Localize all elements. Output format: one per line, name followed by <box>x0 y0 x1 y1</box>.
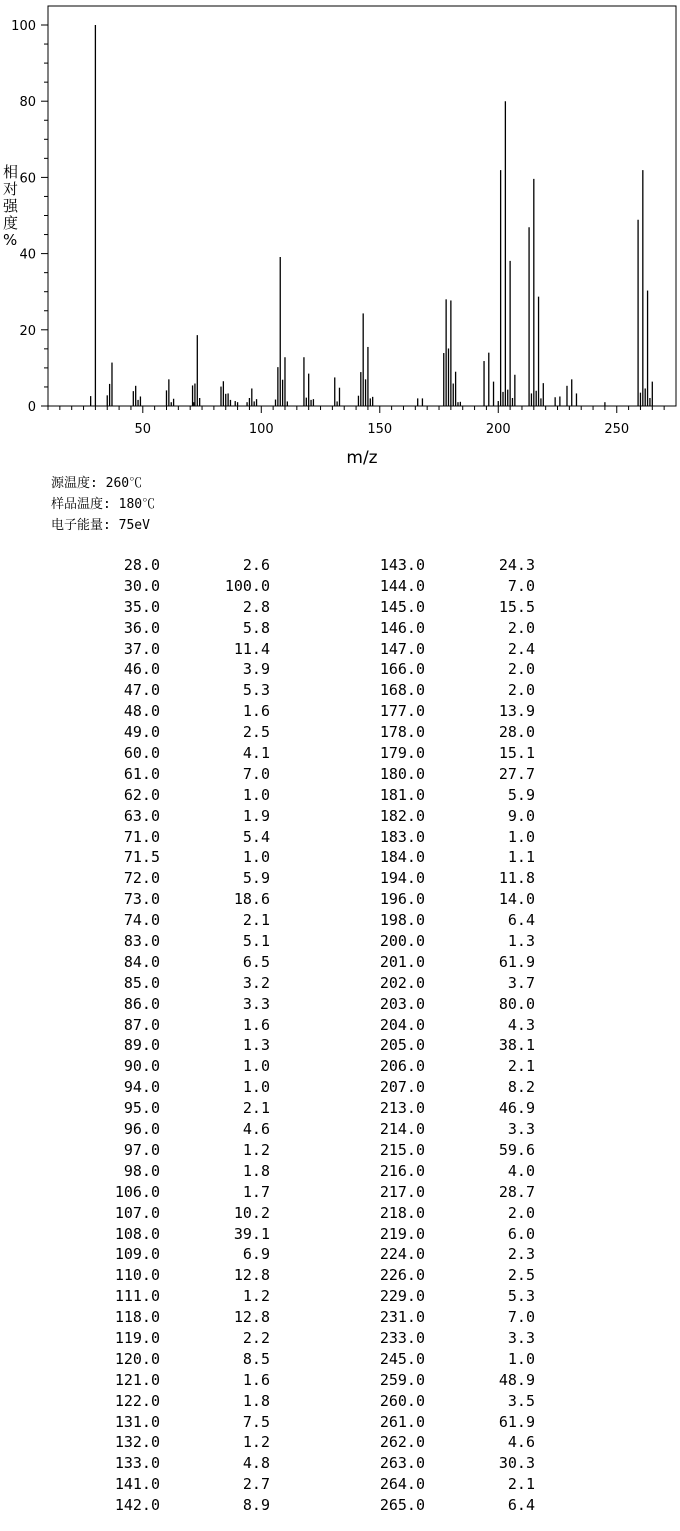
intensity-value: 2.2 <box>242 1328 270 1347</box>
mz-value: 262.0 <box>379 1433 425 1452</box>
intensity-value: 12.8 <box>233 1308 270 1327</box>
mz-value: 215.0 <box>379 1140 425 1159</box>
mz-value: 245.0 <box>379 1349 425 1368</box>
intensity-value: 4.0 <box>507 1161 535 1180</box>
mz-value: 111.0 <box>114 1287 160 1306</box>
x-tick-label: 150 <box>367 422 393 437</box>
intensity-value: 5.4 <box>242 827 270 846</box>
intensity-value: 1.0 <box>242 1057 270 1076</box>
mz-value: 108.0 <box>114 1224 160 1243</box>
plot-frame <box>48 6 676 406</box>
intensity-value: 2.8 <box>242 597 270 616</box>
intensity-value: 7.0 <box>242 764 270 783</box>
intensity-value: 61.9 <box>498 952 535 971</box>
y-label-char: 相 <box>3 163 19 181</box>
mz-value: 224.0 <box>379 1245 425 1264</box>
plot-border <box>48 6 676 406</box>
intensity-value: 3.3 <box>507 1120 535 1139</box>
mz-value: 95.0 <box>123 1099 160 1118</box>
y-axis-label <box>3 163 19 249</box>
mz-value: 200.0 <box>379 932 425 951</box>
y-label-char: 对 <box>3 180 19 198</box>
mz-value: 30.0 <box>123 576 160 595</box>
mz-value: 201.0 <box>379 952 425 971</box>
intensity-value: 3.5 <box>507 1391 535 1410</box>
intensity-value: 1.7 <box>242 1182 270 1201</box>
mz-value: 60.0 <box>123 744 160 763</box>
mz-value: 63.0 <box>123 806 160 825</box>
intensity-value: 1.6 <box>242 1015 270 1034</box>
intensity-value: 1.8 <box>242 1161 270 1180</box>
mz-value: 94.0 <box>123 1078 160 1097</box>
intensity-value: 4.6 <box>242 1120 270 1139</box>
mz-value: 90.0 <box>123 1057 160 1076</box>
intensity-value: 12.8 <box>233 1266 270 1285</box>
intensity-value: 1.0 <box>507 1349 535 1368</box>
mz-value: 36.0 <box>123 618 160 637</box>
mz-value: 96.0 <box>123 1120 160 1139</box>
intensity-value: 39.1 <box>233 1224 270 1243</box>
y-label-char: 强 <box>3 197 19 215</box>
mz-value: 145.0 <box>379 597 425 616</box>
mz-value: 205.0 <box>379 1036 425 1055</box>
mz-value: 131.0 <box>114 1412 160 1431</box>
intensity-value: 13.9 <box>498 702 535 721</box>
intensity-value: 5.3 <box>242 681 270 700</box>
sample-temperature: 样品温度: 180℃ <box>51 497 156 512</box>
intensity-value: 4.1 <box>242 744 270 763</box>
mz-value: 47.0 <box>123 681 160 700</box>
intensity-value: 100.0 <box>224 576 270 595</box>
intensity-value: 46.9 <box>498 1099 535 1118</box>
intensity-value: 1.1 <box>507 848 535 867</box>
intensity-value: 1.0 <box>242 785 270 804</box>
mz-value: 85.0 <box>123 973 160 992</box>
y-tick-label: 100 <box>11 19 36 34</box>
mz-value: 196.0 <box>379 890 425 909</box>
mz-value: 214.0 <box>379 1120 425 1139</box>
intensity-value: 1.6 <box>242 702 270 721</box>
mz-value: 229.0 <box>379 1287 425 1306</box>
intensity-value: 1.3 <box>507 932 535 951</box>
intensity-value: 28.7 <box>498 1182 535 1201</box>
intensity-value: 4.3 <box>507 1015 535 1034</box>
intensity-value: 6.9 <box>242 1245 270 1264</box>
mz-value: 166.0 <box>379 660 425 679</box>
y-label-char: 度 <box>3 214 19 232</box>
mass-spectrum-chart <box>0 0 680 470</box>
intensity-value: 2.1 <box>507 1475 535 1494</box>
intensity-value: 2.0 <box>507 1203 535 1222</box>
mz-value: 132.0 <box>114 1433 160 1452</box>
mz-value: 73.0 <box>123 890 160 909</box>
intensity-value: 7.0 <box>507 576 535 595</box>
intensity-value: 3.3 <box>242 994 270 1013</box>
y-tick-label: 0 <box>27 400 36 415</box>
mz-value: 97.0 <box>123 1140 160 1159</box>
mz-value: 86.0 <box>123 994 160 1013</box>
intensity-value: 1.8 <box>242 1391 270 1410</box>
intensity-value: 1.2 <box>242 1433 270 1452</box>
mz-value: 49.0 <box>123 723 160 742</box>
mz-value: 146.0 <box>379 618 425 637</box>
mz-value: 119.0 <box>114 1328 160 1347</box>
intensity-value: 3.7 <box>507 973 535 992</box>
intensity-value: 1.0 <box>242 1078 270 1097</box>
mz-value: 89.0 <box>123 1036 160 1055</box>
x-tick-label: 200 <box>485 422 511 437</box>
intensity-value: 5.3 <box>507 1287 535 1306</box>
mz-value: 62.0 <box>123 785 160 804</box>
mz-value: 61.0 <box>123 764 160 783</box>
intensity-value: 15.5 <box>498 597 535 616</box>
mz-value: 206.0 <box>379 1057 425 1076</box>
mz-value: 121.0 <box>114 1370 160 1389</box>
intensity-value: 18.6 <box>233 890 270 909</box>
mz-value: 72.0 <box>123 869 160 888</box>
intensity-value: 3.9 <box>242 660 270 679</box>
mz-value: 142.0 <box>114 1496 160 1515</box>
mz-value: 147.0 <box>379 639 425 658</box>
mz-value: 106.0 <box>114 1182 160 1201</box>
mz-value: 182.0 <box>379 806 425 825</box>
intensity-value: 30.3 <box>498 1454 535 1473</box>
intensity-value: 6.4 <box>507 911 535 930</box>
mz-value: 178.0 <box>379 723 425 742</box>
mz-value: 179.0 <box>379 744 425 763</box>
intensity-value: 1.2 <box>242 1287 270 1306</box>
instrument-conditions <box>51 473 155 536</box>
intensity-value: 2.1 <box>242 911 270 930</box>
mz-value: 183.0 <box>379 827 425 846</box>
mz-value: 133.0 <box>114 1454 160 1473</box>
intensity-value: 15.1 <box>498 744 535 763</box>
intensity-value: 3.3 <box>507 1328 535 1347</box>
mz-value: 118.0 <box>114 1308 160 1327</box>
intensity-value: 2.7 <box>242 1475 270 1494</box>
intensity-value: 80.0 <box>498 994 535 1013</box>
mz-value: 74.0 <box>123 911 160 930</box>
mz-value: 141.0 <box>114 1475 160 1494</box>
mz-value: 71.5 <box>123 848 160 867</box>
mz-value: 71.0 <box>123 827 160 846</box>
mz-value: 198.0 <box>379 911 425 930</box>
intensity-value: 2.4 <box>507 639 535 658</box>
mz-value: 84.0 <box>123 952 160 971</box>
mz-value: 122.0 <box>114 1391 160 1410</box>
x-tick-label: 250 <box>604 422 630 437</box>
intensity-value: 6.0 <box>507 1224 535 1243</box>
x-axis <box>48 406 664 437</box>
intensity-value: 24.3 <box>498 556 535 574</box>
y-label-char: % <box>3 231 18 249</box>
x-tick-label: 50 <box>134 422 152 437</box>
mz-value: 28.0 <box>123 556 160 574</box>
electron-energy: 电子能量: 75eV <box>51 518 150 533</box>
intensity-value: 48.9 <box>498 1370 535 1389</box>
y-tick-label: 60 <box>19 171 36 187</box>
intensity-value: 5.1 <box>242 932 270 951</box>
mz-value: 107.0 <box>114 1203 160 1222</box>
mz-value: 216.0 <box>379 1161 425 1180</box>
intensity-value: 1.6 <box>242 1370 270 1389</box>
peak-bars <box>91 25 653 406</box>
intensity-value: 2.5 <box>507 1266 535 1285</box>
intensity-value: 5.9 <box>507 785 535 804</box>
intensity-value: 5.8 <box>242 618 270 637</box>
mz-value: 217.0 <box>379 1182 425 1201</box>
intensity-value: 2.1 <box>242 1099 270 1118</box>
intensity-value: 59.6 <box>498 1140 535 1159</box>
mz-value: 35.0 <box>123 597 160 616</box>
intensity-value: 10.2 <box>233 1203 270 1222</box>
mz-value: 202.0 <box>379 973 425 992</box>
intensity-value: 1.2 <box>242 1140 270 1159</box>
mz-value: 143.0 <box>379 556 425 574</box>
mz-value: 37.0 <box>123 639 160 658</box>
mz-value: 213.0 <box>379 1099 425 1118</box>
x-tick-label: 100 <box>248 422 274 437</box>
intensity-value: 8.9 <box>242 1496 270 1515</box>
mz-value: 83.0 <box>123 932 160 951</box>
intensity-value: 5.9 <box>242 869 270 888</box>
intensity-value: 7.0 <box>507 1308 535 1327</box>
x-axis-label: m/z <box>346 448 378 468</box>
intensity-value: 2.0 <box>507 681 535 700</box>
mz-value: 218.0 <box>379 1203 425 1222</box>
intensity-value: 1.0 <box>507 827 535 846</box>
mz-value: 231.0 <box>379 1308 425 1327</box>
mz-value: 180.0 <box>379 764 425 783</box>
intensity-value: 61.9 <box>498 1412 535 1431</box>
mz-value: 226.0 <box>379 1266 425 1285</box>
intensity-value: 7.5 <box>242 1412 270 1431</box>
mz-value: 184.0 <box>379 848 425 867</box>
intensity-value: 6.4 <box>507 1496 535 1515</box>
intensity-value: 2.6 <box>242 556 270 574</box>
mz-value: 98.0 <box>123 1161 160 1180</box>
intensity-value: 9.0 <box>507 806 535 825</box>
intensity-value: 1.0 <box>242 848 270 867</box>
mz-value: 87.0 <box>123 1015 160 1034</box>
mz-value: 207.0 <box>379 1078 425 1097</box>
intensity-value: 14.0 <box>498 890 535 909</box>
intensity-value: 2.0 <box>507 618 535 637</box>
intensity-value: 1.9 <box>242 806 270 825</box>
mz-value: 219.0 <box>379 1224 425 1243</box>
intensity-value: 6.5 <box>242 952 270 971</box>
mz-value: 110.0 <box>114 1266 160 1285</box>
mz-value: 261.0 <box>379 1412 425 1431</box>
intensity-value: 2.3 <box>507 1245 535 1264</box>
mz-value: 194.0 <box>379 869 425 888</box>
intensity-value: 4.8 <box>242 1454 270 1473</box>
intensity-value: 8.5 <box>242 1349 270 1368</box>
intensity-value: 28.0 <box>498 723 535 742</box>
mz-value: 203.0 <box>379 994 425 1013</box>
intensity-value: 2.1 <box>507 1057 535 1076</box>
y-tick-label: 40 <box>19 247 36 263</box>
mz-value: 263.0 <box>379 1454 425 1473</box>
intensity-value: 27.7 <box>498 764 535 783</box>
intensity-value: 2.0 <box>507 660 535 679</box>
mz-value: 264.0 <box>379 1475 425 1494</box>
mz-value: 48.0 <box>123 702 160 721</box>
y-tick-label: 80 <box>19 95 36 111</box>
mz-value: 120.0 <box>114 1349 160 1368</box>
mz-value: 259.0 <box>379 1370 425 1389</box>
mz-value: 177.0 <box>379 702 425 721</box>
intensity-value: 3.2 <box>242 973 270 992</box>
intensity-value: 8.2 <box>507 1078 535 1097</box>
mz-value: 46.0 <box>123 660 160 679</box>
mz-value: 204.0 <box>379 1015 425 1034</box>
y-tick-label: 20 <box>19 323 36 339</box>
intensity-value: 38.1 <box>498 1036 535 1055</box>
mz-value: 168.0 <box>379 681 425 700</box>
intensity-value: 2.5 <box>242 723 270 742</box>
mz-value: 144.0 <box>379 576 425 595</box>
mz-value: 260.0 <box>379 1391 425 1410</box>
intensity-value: 1.3 <box>242 1036 270 1055</box>
source-temperature: 源温度: 260℃ <box>51 476 143 491</box>
mz-value: 265.0 <box>379 1496 425 1515</box>
intensity-value: 4.6 <box>507 1433 535 1452</box>
intensity-value: 11.8 <box>498 869 535 888</box>
mz-value: 109.0 <box>114 1245 160 1264</box>
intensity-value: 11.4 <box>233 639 270 658</box>
mz-value: 181.0 <box>379 785 425 804</box>
mz-value: 233.0 <box>379 1328 425 1347</box>
